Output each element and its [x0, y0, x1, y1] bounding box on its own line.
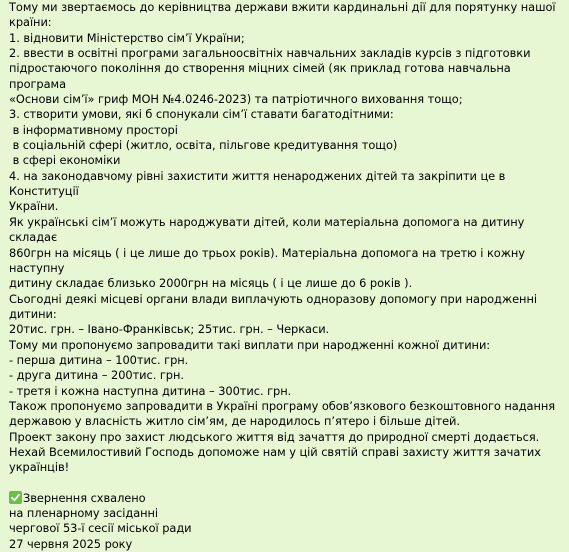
message-line: 4. на законодавчому рівні захистити життя ненароджених дітей та закріпити це в Конституції [9, 168, 509, 199]
approval-block [9, 491, 560, 552]
message-line: - перша дитина – 100тис. грн. [9, 352, 189, 367]
approval-title: Звернення схвалено [23, 490, 146, 505]
message-line: України. [9, 199, 59, 214]
approval-line-council: чергової 53-ї сесії міської ради [9, 521, 192, 536]
approval-first-line [9, 491, 560, 506]
message-line: 3. створити умови, які б спонукали сім’ї ставати багатодітними: [9, 107, 394, 122]
message-line: 1. відновити Міністерство сім’ї України; [9, 30, 245, 45]
message-line: «Основи сім’ї» гриф МОН №4.0246-2023) та патріотичного виховання тощо; [9, 92, 463, 107]
message-line: дитину складає близько 2000грн на місяць ( і це лише до 6 років ). [9, 276, 413, 291]
message-line: Нехай Всемилостивий Господь допоможе нам у цій святій справі захисту життя зачатих [9, 444, 541, 459]
message-line: 860грн на місяць ( і це лише до трьох років). Матеріальна допомога на третю і кожну наступну [9, 245, 529, 275]
message-line: в сфері економіки [9, 153, 121, 168]
message-line: Тому ми пропонуємо запровадити такі виплати при народженні кожної дитини: [9, 337, 491, 352]
message-line: Сьогодні деякі місцеві органи влади виплачують одноразову допомогу при народженні дитини: [9, 291, 541, 321]
message-line: в інформативному просторі [9, 122, 178, 137]
message-line: 2. ввести в освітні програми загальноосвітніх навчальних закладів курсів з підготовки [9, 46, 531, 61]
message-line: в соціальній сфері (житло, освіта, пільгове кредитування тощо) [9, 138, 398, 153]
approval-line-session: на пленарному засіданні [9, 506, 159, 520]
message-line: українців! [9, 460, 70, 475]
message-line: - третя і кожна наступна дитина – 300тис. грн. [9, 383, 292, 398]
message-line: Також пропонуємо запровадити в Україні програму обов’язкового безкоштовного надання [9, 398, 556, 413]
paragraph-spacer [9, 476, 560, 491]
message-line: підростаючого покоління до створення міцних сімей (як приклад готова навчальна програма [9, 61, 515, 91]
message-line: державою у власність житло сім’ям, де народилось п’ятеро і більше дітей. [9, 414, 460, 429]
message-line: - друга дитина – 200тис. грн. [9, 368, 184, 383]
message-text [9, 0, 560, 476]
message-line: Тому ми звертаємось до керівництва держави вжити кардинальні дії для порятунку нашої [9, 0, 556, 14]
approval-line-date: 27 червня 2025 року [9, 536, 133, 551]
message-line: 20тис. грн. – Івано-Франківськ; 25тис. грн. – Черкаси. [9, 322, 330, 337]
message-line: Як українські сім’ї можуть народжувати дітей, коли матеріальна допомога на дитину складає [9, 214, 528, 245]
message-line: Проект закону про захист людського життя від зачаття до природної смерті додається. [9, 429, 540, 444]
message-line: країни: [9, 15, 52, 30]
check-mark-button-icon [9, 491, 22, 504]
